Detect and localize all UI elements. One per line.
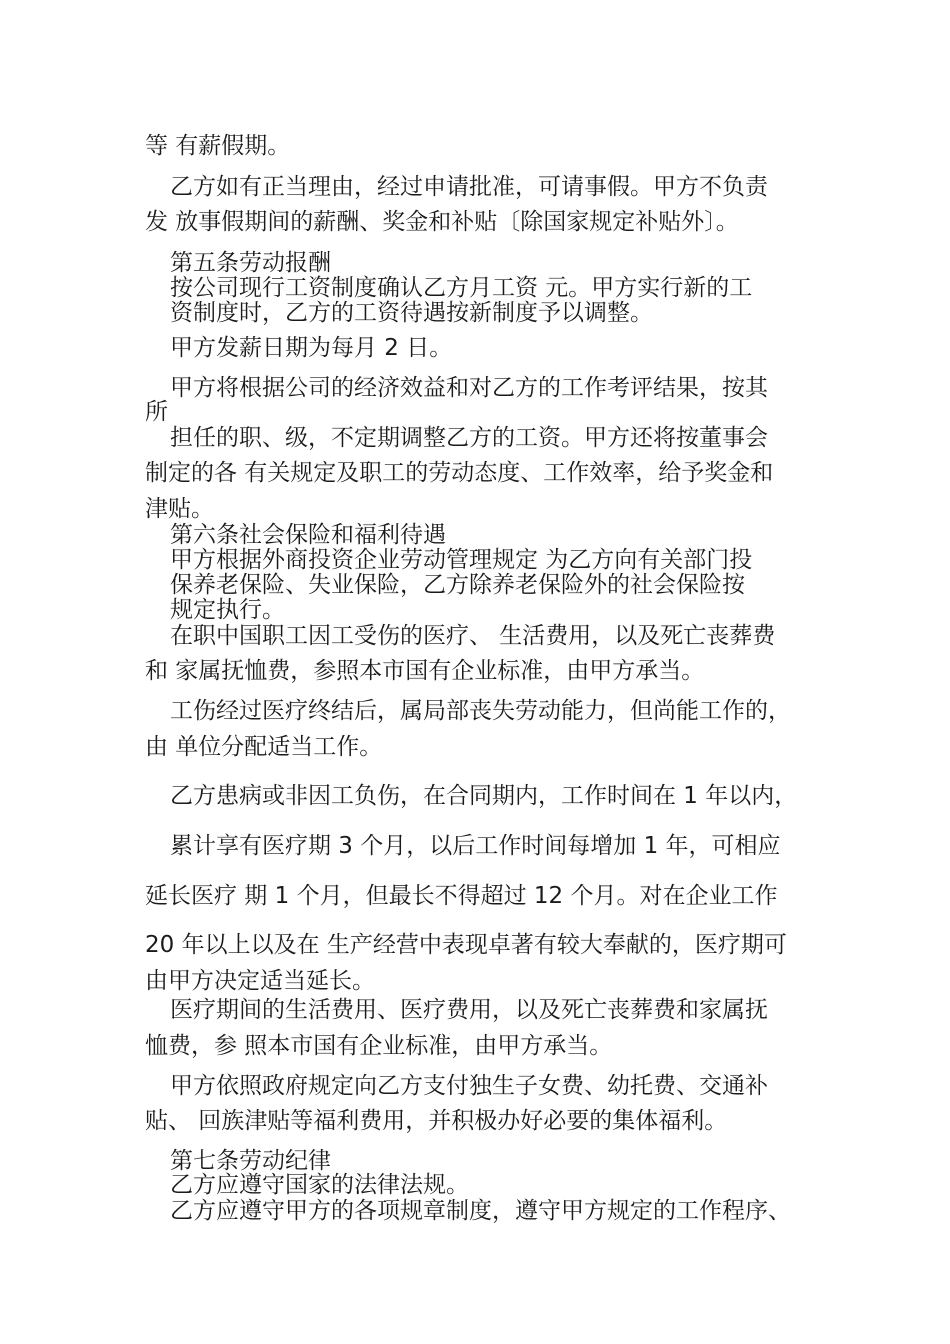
text-line: 发 放事假期间的薪酬、奖金和补贴〔除国家规定补贴外〕。 — [145, 209, 739, 235]
text-line: 按公司现行工资制度确认乙方月工资 元。甲方实行新的工 — [170, 275, 753, 301]
text-line: 和 家属抚恤费，参照本市国有企业标准，由甲方承当。 — [145, 658, 705, 684]
text-line: 由 单位分配适当工作。 — [145, 734, 383, 760]
text-line: 制定的各 有关规定及职工的劳动态度、工作效率，给予奖金和 — [145, 460, 774, 486]
text-line: 甲方将根据公司的经济效益和对乙方的工作考评结果，按其 — [170, 375, 768, 401]
text-line: 累计享有医疗期 3 个月，以后工作时间每增加 1 年，可相应 — [170, 833, 781, 859]
text-line: 甲方发薪日期为每月 2 日。 — [170, 335, 453, 361]
text-line: 在职中国职工因工受伤的医疗、 生活费用，以及死亡丧葬费 — [170, 623, 776, 649]
text-line: 甲方依照政府规定向乙方支付独生子女费、幼托费、交通补 — [170, 1073, 768, 1099]
text-line: 等 有薪假期。 — [145, 133, 291, 159]
text-line: 恤费，参 照本市国有企业标准，由甲方承当。 — [145, 1033, 613, 1059]
text-line: 乙方患病或非因工负伤，在合同期内，工作时间在 1 年以内， — [170, 783, 798, 809]
text-line: 由甲方决定适当延长。 — [145, 968, 375, 994]
text-line: 津贴。 — [145, 496, 214, 522]
text-line: 保养老保险、失业保险，乙方除养老保险外的社会保险按 — [170, 572, 745, 598]
text-line: 规定执行。 — [170, 597, 285, 623]
text-line: 乙方应遵守甲方的各项规章制度，遵守甲方规定的工作程序、 — [170, 1198, 791, 1224]
text-line: 资制度时，乙方的工资待遇按新制度予以调整。 — [170, 300, 653, 326]
text-line: 医疗期间的生活费用、医疗费用，以及死亡丧葬费和家属抚 — [170, 997, 768, 1023]
section-heading: 第七条劳动纪律 — [170, 1148, 331, 1174]
text-line: 工伤经过医疗终结后，属局部丧失劳动能力，但尚能工作的， — [170, 698, 791, 724]
text-line: 20 年以上以及在 生产经营中表现卓著有较大奉献的，医疗期可 — [145, 932, 787, 958]
text-line: 乙方如有正当理由，经过申请批准，可请事假。甲方不负责 — [170, 174, 768, 200]
text-line: 甲方根据外商投资企业劳动管理规定 为乙方向有关部门投 — [170, 547, 753, 573]
section-heading: 第五条劳动报酬 — [170, 250, 331, 276]
text-line: 延长医疗 期 1 个月，但最长不得超过 12 个月。对在企业工作 — [145, 883, 778, 909]
text-line: 担任的职、级，不定期调整乙方的工资。甲方还将按董事会 — [170, 425, 768, 451]
text-line: 所 — [145, 399, 168, 425]
text-line: 乙方应遵守国家的法律法规。 — [170, 1172, 469, 1198]
section-heading: 第六条社会保险和福利待遇 — [170, 522, 446, 548]
text-line: 贴、 回族津贴等福利费用，并积极办好必要的集体福利。 — [145, 1108, 728, 1134]
